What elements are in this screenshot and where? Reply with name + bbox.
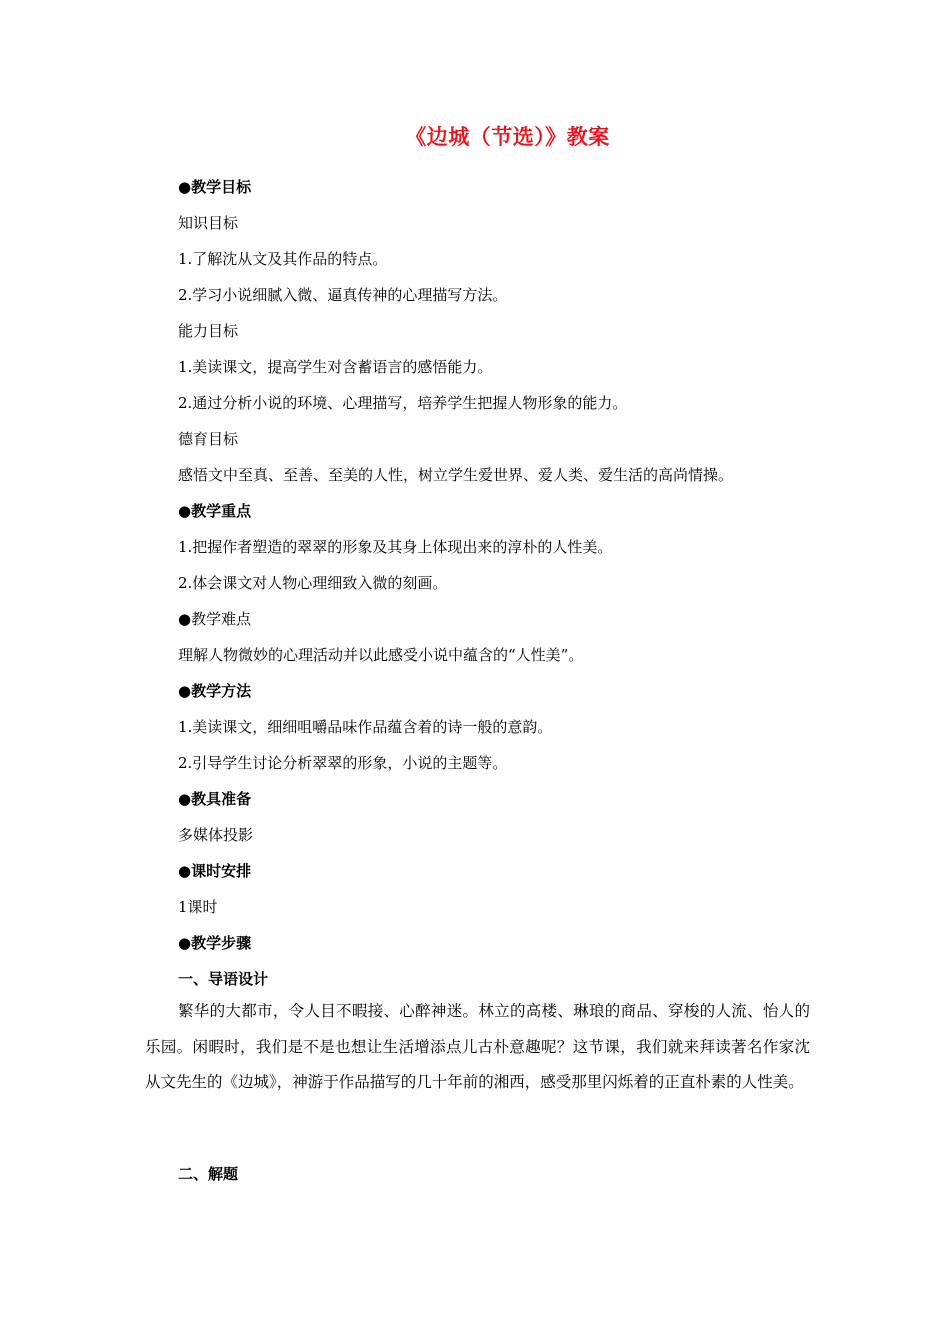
subheading-knowledge-goals: 知识目标 xyxy=(178,214,239,232)
list-item: 1.美读课文，提高学生对含蓄语言的感悟能力。 xyxy=(178,358,493,376)
heading-teaching-steps: ●教学步骤 xyxy=(178,934,252,952)
list-item: 1课时 xyxy=(178,898,218,916)
list-item: 多媒体投影 xyxy=(178,826,254,844)
subheading-moral-goals: 德育目标 xyxy=(178,430,239,448)
list-item: 2.引导学生讨论分析翠翠的形象，小说的主题等。 xyxy=(178,754,508,772)
list-item: 理解人物微妙的心理活动并以此感受小说中蕴含的“人性美”。 xyxy=(178,646,584,664)
intro-paragraph: 繁华的大都市，令人目不暇接、心醉神迷。林立的高楼、琳琅的商品、穿梭的人流、怡人的乐园。闲暇时，我们是不是也想让生活增添点儿古朴意趣呢？这节课，我们就来拜读著名作家沈从文先生的《边城》，神游于作品描写的几十年前的湘西，感受那里闪烁着的正直朴素的人性美。 xyxy=(145,1002,810,1091)
list-item: 2.学习小说细腻入微、逼真传神的心理描写方法。 xyxy=(178,286,508,304)
list-item: 感悟文中至真、至善、至美的人性，树立学生爱世界、爱人类、爱生活的高尚情操。 xyxy=(178,466,734,484)
list-item: 2.体会课文对人物心理细致入微的刻画。 xyxy=(178,574,448,592)
heading-title-explanation: 二、解题 xyxy=(178,1165,239,1183)
document-title: 《边城（节选）》教案 xyxy=(405,125,610,149)
heading-difficulties: ●教学难点 xyxy=(178,610,252,628)
heading-teaching-methods: ●教学方法 xyxy=(178,682,252,700)
heading-intro-design: 一、导语设计 xyxy=(178,970,269,988)
list-item: 1.美读课文，细细咀嚼品味作品蕴含着的诗一般的意韵。 xyxy=(178,718,553,736)
heading-teaching-goals: ●教学目标 xyxy=(178,178,252,196)
heading-class-schedule: ●课时安排 xyxy=(178,862,252,880)
list-item: 1.了解沈从文及其作品的特点。 xyxy=(178,250,388,268)
list-item: 2.通过分析小说的环境、心理描写，培养学生把握人物形象的能力。 xyxy=(178,394,628,412)
list-item: 1.把握作者塑造的翠翠的形象及其身上体现出来的淳朴的人性美。 xyxy=(178,538,613,556)
heading-teaching-aids: ●教具准备 xyxy=(178,790,252,808)
heading-key-points: ●教学重点 xyxy=(178,502,252,520)
subheading-ability-goals: 能力目标 xyxy=(178,322,239,340)
